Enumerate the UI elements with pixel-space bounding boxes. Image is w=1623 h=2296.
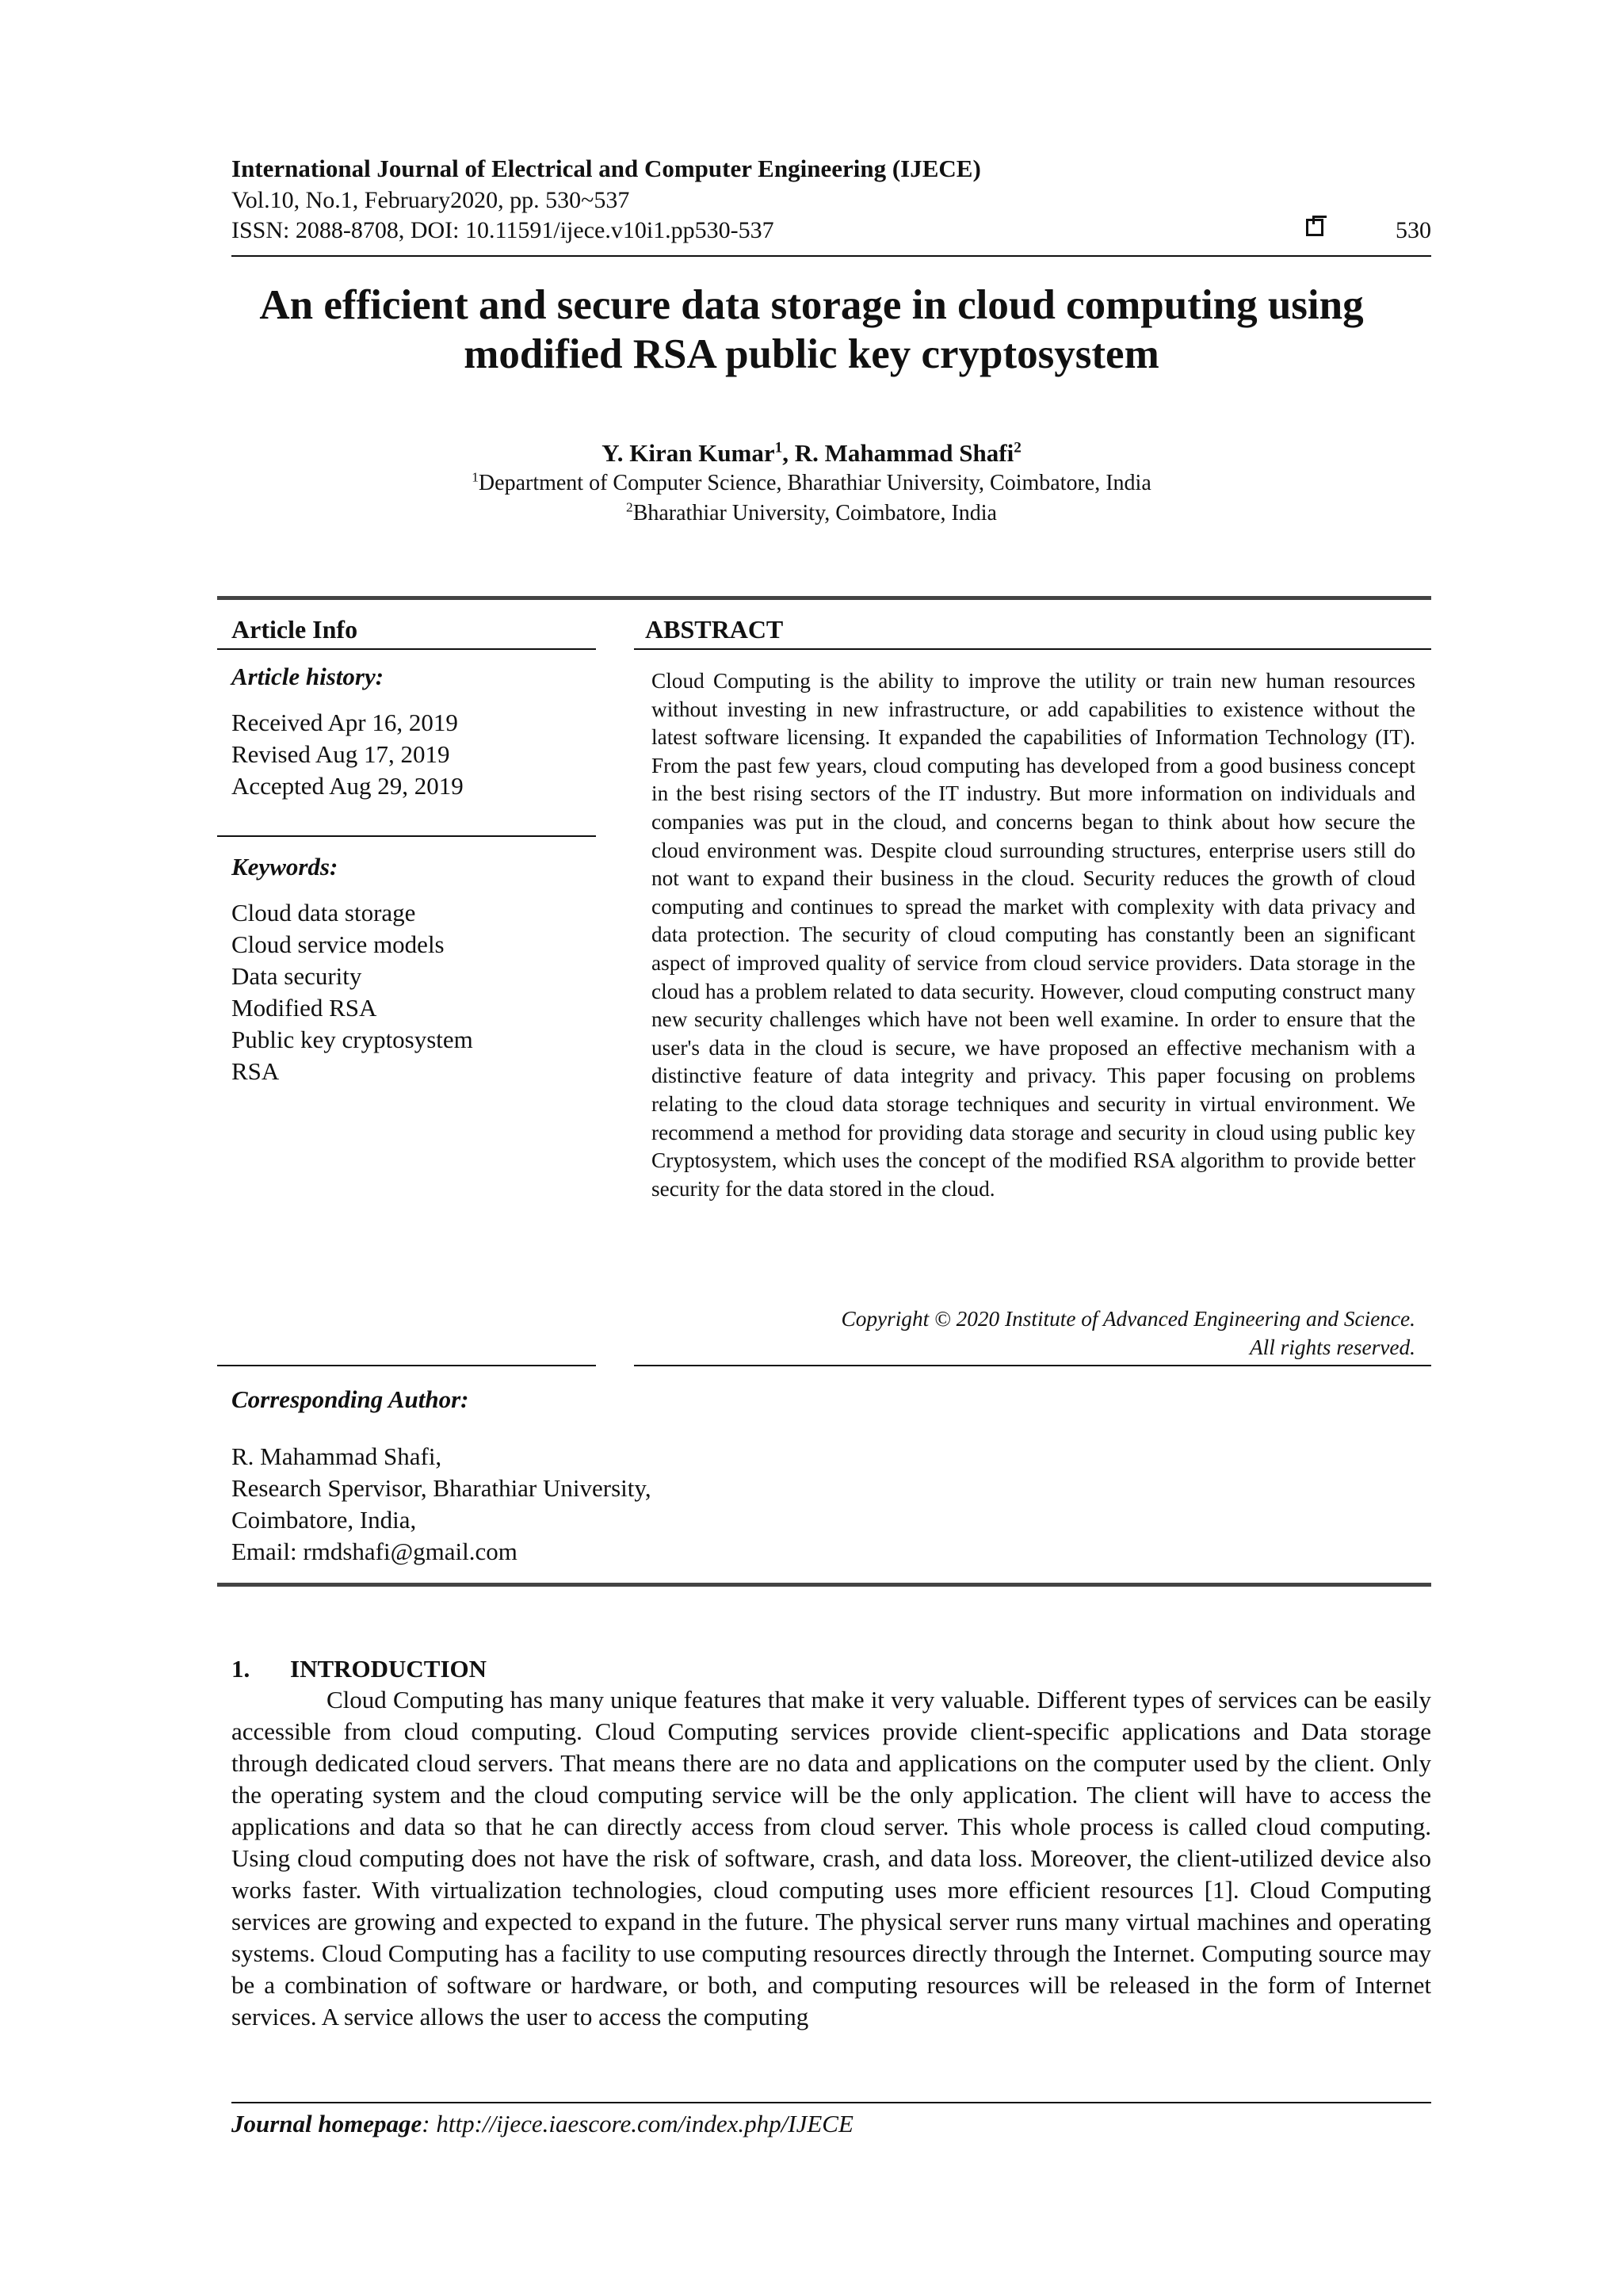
abstract-bottom-rule: [634, 1365, 1431, 1366]
corresponding-position: Research Spervisor, Bharathiar University,: [231, 1474, 651, 1502]
keyword-item: Modified RSA: [231, 994, 377, 1022]
copyright-notice: [651, 1305, 1415, 1362]
paper-title-line-1: An efficient and secure data storage in cloud computing using: [259, 282, 1364, 328]
author-2: R. Mahammad Shafi: [794, 439, 1014, 467]
keyword-item: Public key cryptosystem: [231, 1026, 473, 1053]
corresponding-email: Email: rmdshafi@gmail.com: [231, 1538, 517, 1565]
received-date: Received Apr 16, 2019: [231, 709, 458, 736]
affiliation-2-text: Bharathiar University, Coimbatore, India: [632, 501, 997, 525]
author-1-affiliation-mark: 1: [774, 439, 783, 457]
journal-volume: Vol.10, No.1, February2020, pp. 530~537: [231, 187, 630, 213]
affiliation-1-mark: 1: [472, 469, 479, 485]
history-keywords-rule: [217, 835, 596, 837]
journal-homepage-url[interactable]: http://ijece.iaescore.com/index.php/IJECE: [436, 2110, 854, 2137]
article-info-rule: [217, 648, 596, 650]
keywords-heading: Keywords:: [231, 853, 338, 881]
paper-title-line-2: modified RSA public key cryptosystem: [464, 331, 1159, 377]
revised-date: Revised Aug 17, 2019: [231, 740, 450, 768]
abstract-heading: ABSTRACT: [645, 615, 784, 644]
affiliation-2-mark: 2: [626, 499, 633, 515]
corresponding-author-details: [231, 1441, 651, 1568]
author-1: Y. Kiran Kumar: [601, 439, 775, 467]
section-title: INTRODUCTION: [290, 1655, 487, 1683]
header-divider: [231, 255, 1431, 257]
keywords-bottom-rule: [217, 1365, 596, 1366]
copyright-line-1: Copyright © 2020 Institute of Advanced Engineering and Science.: [841, 1307, 1415, 1331]
keywords-list: [231, 897, 596, 1087]
author-separator: ,: [782, 439, 795, 467]
abstract-text: Cloud Computing is the ability to improve the utility or train new human resources without investing in new infrastructure, or add capabilities to existence without the latest software licensing. It expanded the capabilities of Information Technology (IT). From the past few years, cloud computing has developed from a good business concept in the best rising sectors of the IT industry. But more information on individuals and companies was put in the cloud, and concerns began to think about how secure the cloud environment was. Despite cloud surrounding structures, enterprise users still do not want to expand their business in the cloud. Security reduces the growth of cloud computing and continues to spread the market with complexity with data privacy and data protection. The security of cloud computing has constantly been an significant aspect of improved quality of service from cloud service providers. Data storage in the cloud has a problem related to data security. However, cloud computing construct many new security challenges which have not been well examine. In order to ensure that the user's data in the cloud is secure, we have proposed an effective mechanism with a distinctive feature of data integrity and privacy. This paper focusing on problems relating to the cloud data storage techniques and security in virtual environment. We recommend a method for providing data storage and security in cloud using public key Cryptosystem, which uses the concept of the modified RSA algorithm to provide better security for the data stored in the cloud.: [651, 669, 1415, 1201]
affiliation-1: [158, 469, 1465, 498]
introduction-heading: [231, 1653, 487, 1685]
keyword-item: Cloud data storage: [231, 899, 416, 926]
journal-issn-doi: ISSN: 2088-8708, DOI: 10.11591/ijece.v10i1.pp530-537: [231, 217, 774, 243]
corresponding-name: R. Mahammad Shafi,: [231, 1442, 442, 1470]
info-box-bottom-rule: [217, 1583, 1431, 1587]
authors: [158, 437, 1465, 469]
journal-homepage: [231, 2108, 854, 2140]
accepted-date: Accepted Aug 29, 2019: [231, 772, 464, 800]
copyright-line-2: All rights reserved.: [1250, 1335, 1415, 1359]
info-box-top-rule: [217, 596, 1431, 600]
page-number: 530: [1396, 217, 1431, 243]
journal-name: International Journal of Electrical and Computer Engineering (IJECE): [231, 155, 981, 182]
keyword-item: RSA: [231, 1057, 280, 1085]
affiliation-2: [158, 499, 1465, 528]
corresponding-location: Coimbatore, India,: [231, 1506, 417, 1534]
introduction-text: Cloud Computing has many unique features that make it very valuable. Different types of services can be easily accessible from cloud computing. Cloud Computing services provide client-specific applications and Data storage through dedicated cloud servers. That means there are no data and applications on the computer used by the client. Only the operating system and the cloud computing service will be the only application. The client will have to access the applications and data so that he can directly access from cloud server. This whole process is called cloud computing. Using cloud computing does not have the risk of software, crash, and data loss. Moreover, the client-utilized device also works faster. With virtualization technologies, cloud computing uses more efficient resources [1]. Cloud Computing services are growing and expected to expand in the future. The physical server runs many virtual machines and operating systems. Cloud Computing has a facility to use computing resources directly through the Internet. Computing source may be a combination of software or hardware, or both, and computing resources will be released in the form of Internet services. A service allows the user to access the computing: [231, 1686, 1431, 2030]
affiliation-1-text: Department of Computer Science, Bharathiar University, Coimbatore, India: [478, 471, 1151, 495]
paper-title: [158, 281, 1465, 379]
footer-separator: :: [422, 2110, 437, 2137]
footer-divider: [231, 2102, 1431, 2103]
article-history-heading: Article history:: [231, 663, 384, 690]
keyword-item: Data security: [231, 962, 362, 990]
article-info-heading: Article Info: [231, 615, 358, 644]
footer-label: Journal homepage: [231, 2110, 422, 2137]
keyword-item: Cloud service models: [231, 930, 445, 958]
abstract-heading-rule: [634, 648, 1431, 650]
section-number: 1.: [231, 1655, 250, 1683]
author-2-affiliation-mark: 2: [1014, 439, 1022, 457]
page-marker-icon: [1306, 219, 1323, 236]
corresponding-author-heading: Corresponding Author:: [231, 1385, 469, 1413]
